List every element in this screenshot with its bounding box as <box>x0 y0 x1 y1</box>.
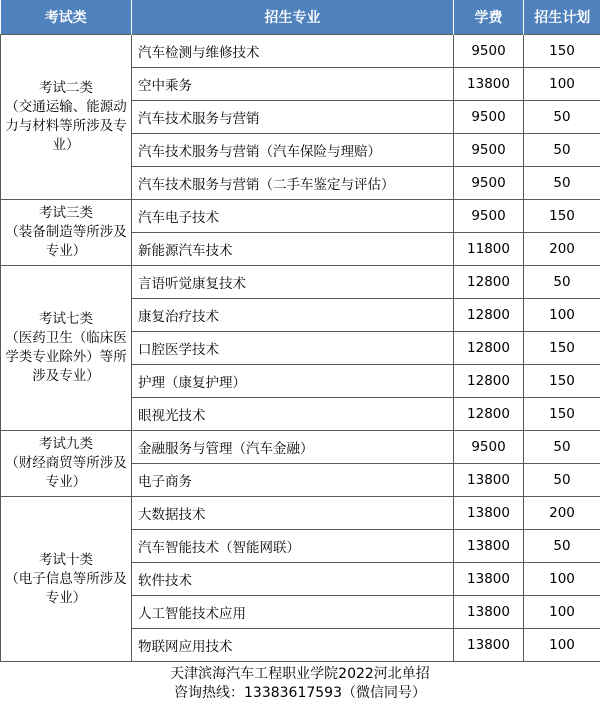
header-major: 招生专业 <box>132 0 454 35</box>
quota-cell: 50 <box>524 431 600 464</box>
exam-category-cell: 考试三类 （装备制造等所涉及专业） <box>1 200 132 266</box>
exam-category-cell: 考试七类 （医药卫生（临床医学类专业除外）等所涉及专业） <box>1 266 132 431</box>
quota-cell: 100 <box>524 596 600 629</box>
fee-cell: 9500 <box>454 101 524 134</box>
footer <box>0 661 600 707</box>
fee-cell: 9500 <box>454 35 524 68</box>
major-cell: 空中乘务 <box>132 68 454 101</box>
major-cell: 新能源汽车技术 <box>132 233 454 266</box>
major-cell: 眼视光技术 <box>132 398 454 431</box>
fee-cell: 9500 <box>454 167 524 200</box>
header-row <box>1 0 600 35</box>
major-cell: 康复治疗技术 <box>132 299 454 332</box>
major-cell: 汽车检测与维修技术 <box>132 35 454 68</box>
fee-cell: 12800 <box>454 398 524 431</box>
quota-cell: 50 <box>524 266 600 299</box>
header-fee: 学费 <box>454 0 524 35</box>
quota-cell: 50 <box>524 101 600 134</box>
fee-cell: 11800 <box>454 233 524 266</box>
quota-cell: 50 <box>524 134 600 167</box>
quota-cell: 150 <box>524 332 600 365</box>
major-cell: 金融服务与管理（汽车金融） <box>132 431 454 464</box>
fee-cell: 12800 <box>454 299 524 332</box>
fee-cell: 13800 <box>454 530 524 563</box>
fee-cell: 9500 <box>454 200 524 233</box>
fee-cell: 12800 <box>454 266 524 299</box>
table-row <box>1 35 600 68</box>
table-body <box>1 35 600 662</box>
fee-cell: 9500 <box>454 134 524 167</box>
major-cell: 软件技术 <box>132 563 454 596</box>
quota-cell: 150 <box>524 35 600 68</box>
major-cell: 电子商务 <box>132 464 454 497</box>
major-cell: 言语听觉康复技术 <box>132 266 454 299</box>
major-cell: 汽车技术服务与营销（汽车保险与理赔） <box>132 134 454 167</box>
quota-cell: 100 <box>524 68 600 101</box>
quota-cell: 50 <box>524 464 600 497</box>
fee-cell: 13800 <box>454 563 524 596</box>
major-cell: 护理（康复护理） <box>132 365 454 398</box>
major-cell: 物联网应用技术 <box>132 629 454 662</box>
header-category: 考试类 <box>1 0 132 35</box>
exam-category-cell: 考试九类 （财经商贸等所涉及专业） <box>1 431 132 497</box>
fee-cell: 13800 <box>454 596 524 629</box>
exam-category-cell: 考试二类 （交通运输、能源动力与材料等所涉及专业） <box>1 35 132 200</box>
footer-hotline-line: 咨询热线：13383617593（微信同号） <box>174 685 426 701</box>
quota-cell: 200 <box>524 497 600 530</box>
quota-cell: 100 <box>524 629 600 662</box>
quota-cell: 50 <box>524 167 600 200</box>
table-row <box>1 266 600 299</box>
exam-category-cell: 考试十类 （电子信息等所涉及专业） <box>1 497 132 662</box>
major-cell: 人工智能技术应用 <box>132 596 454 629</box>
quota-cell: 150 <box>524 200 600 233</box>
quota-cell: 150 <box>524 398 600 431</box>
major-cell: 口腔医学技术 <box>132 332 454 365</box>
fee-cell: 12800 <box>454 365 524 398</box>
fee-cell: 9500 <box>454 431 524 464</box>
quota-cell: 50 <box>524 530 600 563</box>
table-row <box>1 200 600 233</box>
quota-cell: 100 <box>524 299 600 332</box>
fee-cell: 13800 <box>454 464 524 497</box>
table-row <box>1 497 600 530</box>
fee-cell: 13800 <box>454 68 524 101</box>
fee-cell: 13800 <box>454 497 524 530</box>
major-cell: 大数据技术 <box>132 497 454 530</box>
quota-cell: 150 <box>524 365 600 398</box>
quota-cell: 200 <box>524 233 600 266</box>
major-cell: 汽车智能技术（智能网联） <box>132 530 454 563</box>
fee-cell: 13800 <box>454 629 524 662</box>
quota-cell: 100 <box>524 563 600 596</box>
major-cell: 汽车技术服务与营销 <box>132 101 454 134</box>
major-cell: 汽车电子技术 <box>132 200 454 233</box>
fee-cell: 12800 <box>454 332 524 365</box>
footer-school-line: 天津滨海汽车工程职业学院2022河北单招 <box>170 666 430 682</box>
major-cell: 汽车技术服务与营销（二手车鉴定与评估） <box>132 167 454 200</box>
header-quota: 招生计划 <box>524 0 600 35</box>
table-row <box>1 431 600 464</box>
